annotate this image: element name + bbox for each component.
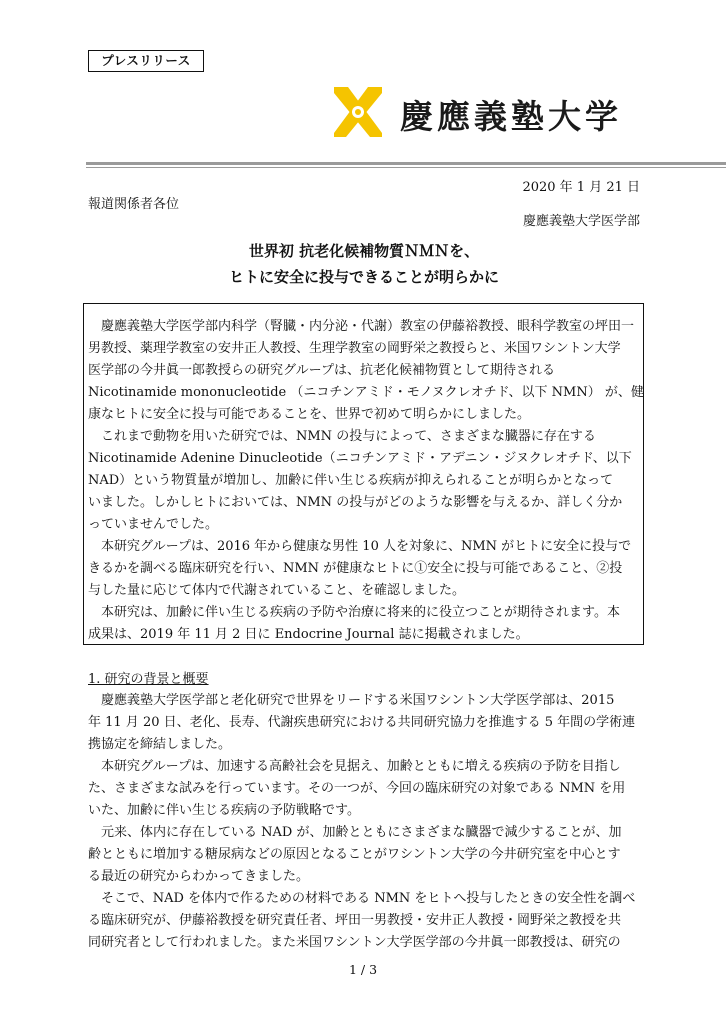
summary-line: っていませんでした。 xyxy=(88,517,219,532)
body-line: 本研究グループは、加速する高齢社会を見据え、加齢とともに増える疾病の予防を目指し xyxy=(88,759,621,774)
header-rule xyxy=(86,162,726,165)
headline-line-2: ヒトに安全に投与できることが明らかに xyxy=(228,268,499,286)
summary-line: 成果は、2019 年 11 月 2 日に Endocrine Journal 誌に掲載されました。 xyxy=(88,627,529,642)
body-line: 同研究者として行われました。また米国ワシントン大学医学部の今井眞一郎教授は、研究の xyxy=(88,935,621,950)
pen-nib-emblem-icon xyxy=(330,85,386,143)
body-line: 携協定を締結しました。 xyxy=(88,737,232,752)
university-name: 慶應義塾大学 xyxy=(400,96,622,136)
page-number: 1 / 3 xyxy=(348,962,378,977)
body-line: 年 11 月 20 日、老化、長寿、代謝疾患研究における共同研究協力を推進する 5 年間の学術連 xyxy=(88,715,636,730)
summary-line: 本研究グループは、2016 年から健康な男性 10 人を対象に、NMN がヒトに安全に投与で xyxy=(88,539,632,554)
summary-line: これまで動物を用いた研究では、NMN の投与によって、さまざまな臓器に存在する xyxy=(88,429,596,444)
sender: 慶應義塾大学医学部 xyxy=(522,214,640,229)
summary-line: NAD）という物質量が増加し、加齢に伴い生じる疾病が抑えられることが明らかとなって xyxy=(88,473,614,488)
release-date: 2020 年 1 月 21 日 xyxy=(522,180,640,195)
press-release-label: プレスリリース xyxy=(88,50,204,72)
summary-line: きるかを調べる臨床研究を行い、NMN が健康なヒトに①安全に投与可能であること、②投 xyxy=(88,561,623,576)
body-line: そこで、NAD を体内で作るための材料である NMN をヒトへ投与したときの安全性を調べ xyxy=(88,891,636,906)
header-rule-thin xyxy=(86,167,726,168)
body-line: る臨床研究が、伊藤裕教授を研究責任者、坪田一男教授・安井正人教授・岡野栄之教授を共 xyxy=(88,913,622,928)
section-body xyxy=(88,690,641,954)
university-logo xyxy=(330,87,622,141)
recipient: 報道関係者各位 xyxy=(88,197,180,212)
body-line: 慶應義塾大学医学部と老化研究で世界をリードする米国ワシントン大学医学部は、2015 xyxy=(88,693,615,708)
body-line: 齢とともに増加する糖尿病などの原因となることがワシントン大学の今井研究室を中心とす xyxy=(88,847,621,862)
summary-line: 康なヒトに安全に投与可能であることを、世界で初めて明らかにしました。 xyxy=(88,407,531,422)
body-line: 元来、体内に存在している NAD が、加齢とともにさまざまな臓器で減少することが、加 xyxy=(88,825,622,840)
body-line: る最近の研究からわかってきました。 xyxy=(88,869,310,884)
body-line: た、さまざまな試みを行っています。その一つが、今回の臨床研究の対象である NMN を用 xyxy=(88,781,626,796)
summary-line: 与した量に応じて体内で代謝されていること、を確認しました。 xyxy=(88,583,466,598)
summary-text xyxy=(88,316,644,646)
summary-line: Nicotinamide Adenine Dinucleotide（ニコチンアミド・アデニン・ジヌクレオチド、以下 xyxy=(88,451,632,466)
headline-line-1: 世界初 抗老化候補物質ＮＭＮを、 xyxy=(248,242,480,260)
summary-line: 男教授、薬理学教室の安井正人教授、生理学教室の岡野栄之教授らと、米国ワシントン大学 xyxy=(88,341,621,356)
summary-line: 医学部の今井眞一郎教授らの研究グループは、抗老化候補物質として期待される xyxy=(88,363,555,378)
summary-line: いました。しかしヒトにおいては、NMN の投与がどのような影響を与えるか、詳しく分か xyxy=(88,495,623,510)
body-line: いた、加齢に伴い生じる疾病の予防戦略です。 xyxy=(88,803,360,818)
summary-line: 慶應義塾大学医学部内科学（腎臓・内分泌・代謝）教室の伊藤裕教授、眼科学教室の坪田一 xyxy=(88,319,635,334)
summary-line: 本研究は、加齢に伴い生じる疾病の予防や治療に将来的に役立つことが期待されます。本 xyxy=(88,605,620,620)
section-heading: 1. 研究の背景と概要 xyxy=(88,672,209,687)
summary-line: Nicotinamide mononucleotide （ニコチンアミド・モノヌクレオチド、以下 NMN） が、健 xyxy=(88,385,644,400)
